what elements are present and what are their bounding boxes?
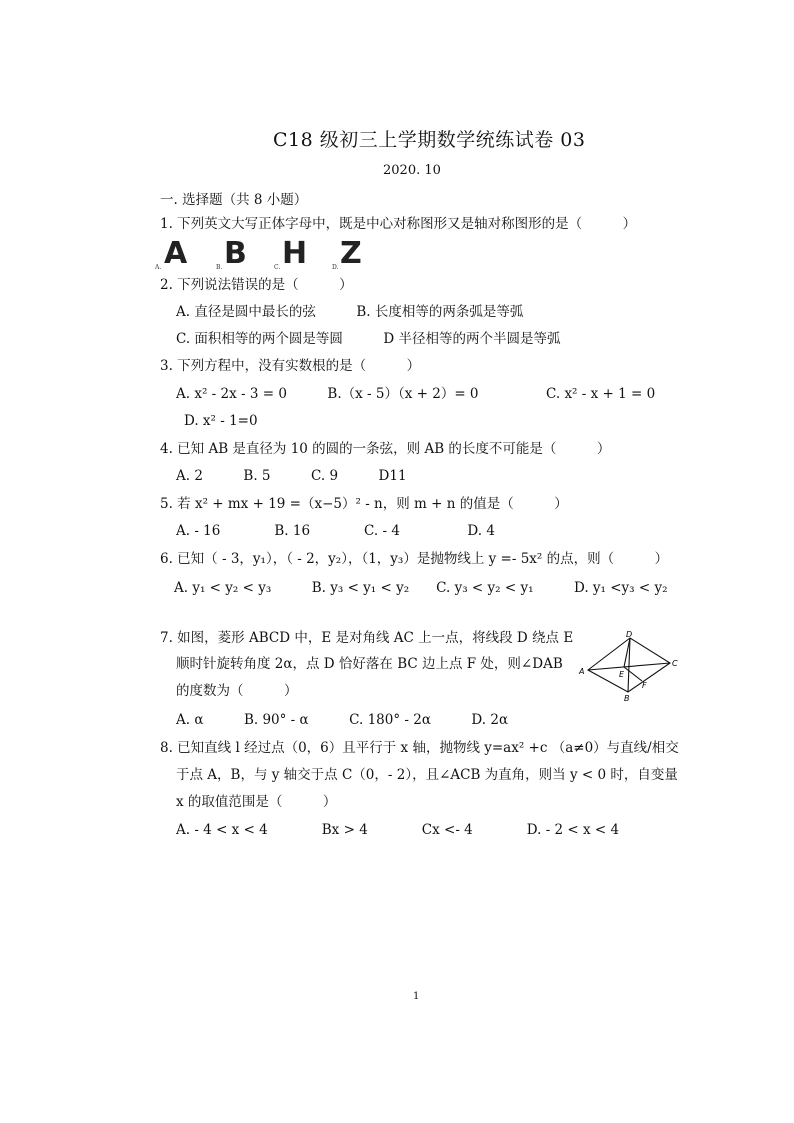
label-d: D (626, 630, 633, 639)
label-c: C (672, 659, 678, 668)
section-heading: 一. 选择题（共 8 小题） (160, 192, 308, 208)
label-a: A (579, 667, 585, 676)
question-7-line1: 7. 如图，菱形 ABCD 中，E 是对角线 AC 上一点，将线段 D 绕点 E (160, 630, 574, 646)
question-3-stem: 3. 下列方程中，没有实数根的是（ ） (160, 358, 421, 374)
letter-b-image: B (224, 236, 247, 271)
option-d-label: D. (332, 264, 339, 271)
letter-z-image: Z (340, 236, 362, 271)
question-8-line1: 8. 已知直线 l 经过点（0，6）且平行于 x 轴，抛物线 y=ax² +c （a≠0）与直线/相交 (160, 740, 679, 756)
option-b-label: B. (216, 264, 223, 271)
page-number: 1 (413, 991, 420, 1002)
exam-title: C18 级初三上学期数学统练试卷 03 (273, 129, 586, 151)
question-2-options-row2: C. 面积相等的两个圆是等圆 D 半径相等的两个半圆是等弧 (176, 331, 561, 347)
question-8-options: A. - 4 < x < 4 Bx > 4 Cx <- 4 D. - 2 < x < 4 (176, 822, 620, 838)
question-6-options: A. y₁ < y₂ < y₃ B. y₃ < y₁ < y₂ C. y₃ < y₂ < y₁ D. y₁ <y₃ < y₂ (174, 580, 668, 596)
question-2-stem: 2. 下列说法错误的是（ ） (160, 277, 353, 293)
label-f: F (642, 681, 647, 690)
exam-date: 2020. 10 (383, 163, 441, 178)
question-8-line3: x 的取值范围是（ ） (176, 794, 337, 810)
option-a-label: A. (155, 264, 162, 271)
question-7-line2: 顺时针旋转角度 2α，点 D 恰好落在 BC 边上点 F 处，则∠DAB (176, 656, 563, 672)
letter-a-image: A (164, 236, 188, 271)
question-4-options: A. 2 B. 5 C. 9 D11 (176, 468, 407, 484)
question-7-options: A. α B. 90° - α C. 180° - 2α D. 2α (176, 712, 509, 728)
question-3-options-row1: A. x² - 2x - 3 = 0 B.（x - 5）（x + 2）= 0 C. x² - x + 1 = 0 (176, 386, 656, 402)
question-7-line3: 的度数为（ ） (176, 683, 298, 699)
label-b: B (624, 694, 630, 702)
question-4-stem: 4. 已知 AB 是直径为 10 的圆的一条弦，则 AB 的长度不可能是（ ） (160, 441, 611, 457)
question-1-letter-options (155, 236, 385, 276)
label-e: E (619, 670, 625, 679)
rhombus-figure (578, 630, 682, 702)
question-1-stem: 1. 下列英文大写正体字母中，既是中心对称图形又是轴对称图形的是（ ） (160, 216, 637, 232)
question-2-options-row1: A. 直径是圆中最长的弦 B. 长度相等的两条弧是等弧 (176, 304, 524, 320)
question-8-line2: 于点 A，B，与 y 轴交于点 C（0，- 2），且∠ACB 为直角，则当 y < 0 时，自变量 (176, 767, 678, 783)
segment-ef (624, 667, 642, 681)
letter-h-image: H (282, 236, 308, 271)
question-6-stem: 6. 已知（ - 3，y₁），（ - 2，y₂），（1，y₃）是抛物线上 y =- 5x² 的点，则（ ） (160, 551, 669, 567)
question-5-options: A. - 16 B. 16 C. - 4 D. 4 (176, 523, 495, 539)
question-5-stem: 5. 若 x² + mx + 19 =（x−5）² - n，则 m + n 的值是（ ） (160, 496, 568, 512)
option-c-label: C. (274, 264, 281, 271)
question-3-options-row2: D. x² - 1=0 (184, 413, 258, 429)
